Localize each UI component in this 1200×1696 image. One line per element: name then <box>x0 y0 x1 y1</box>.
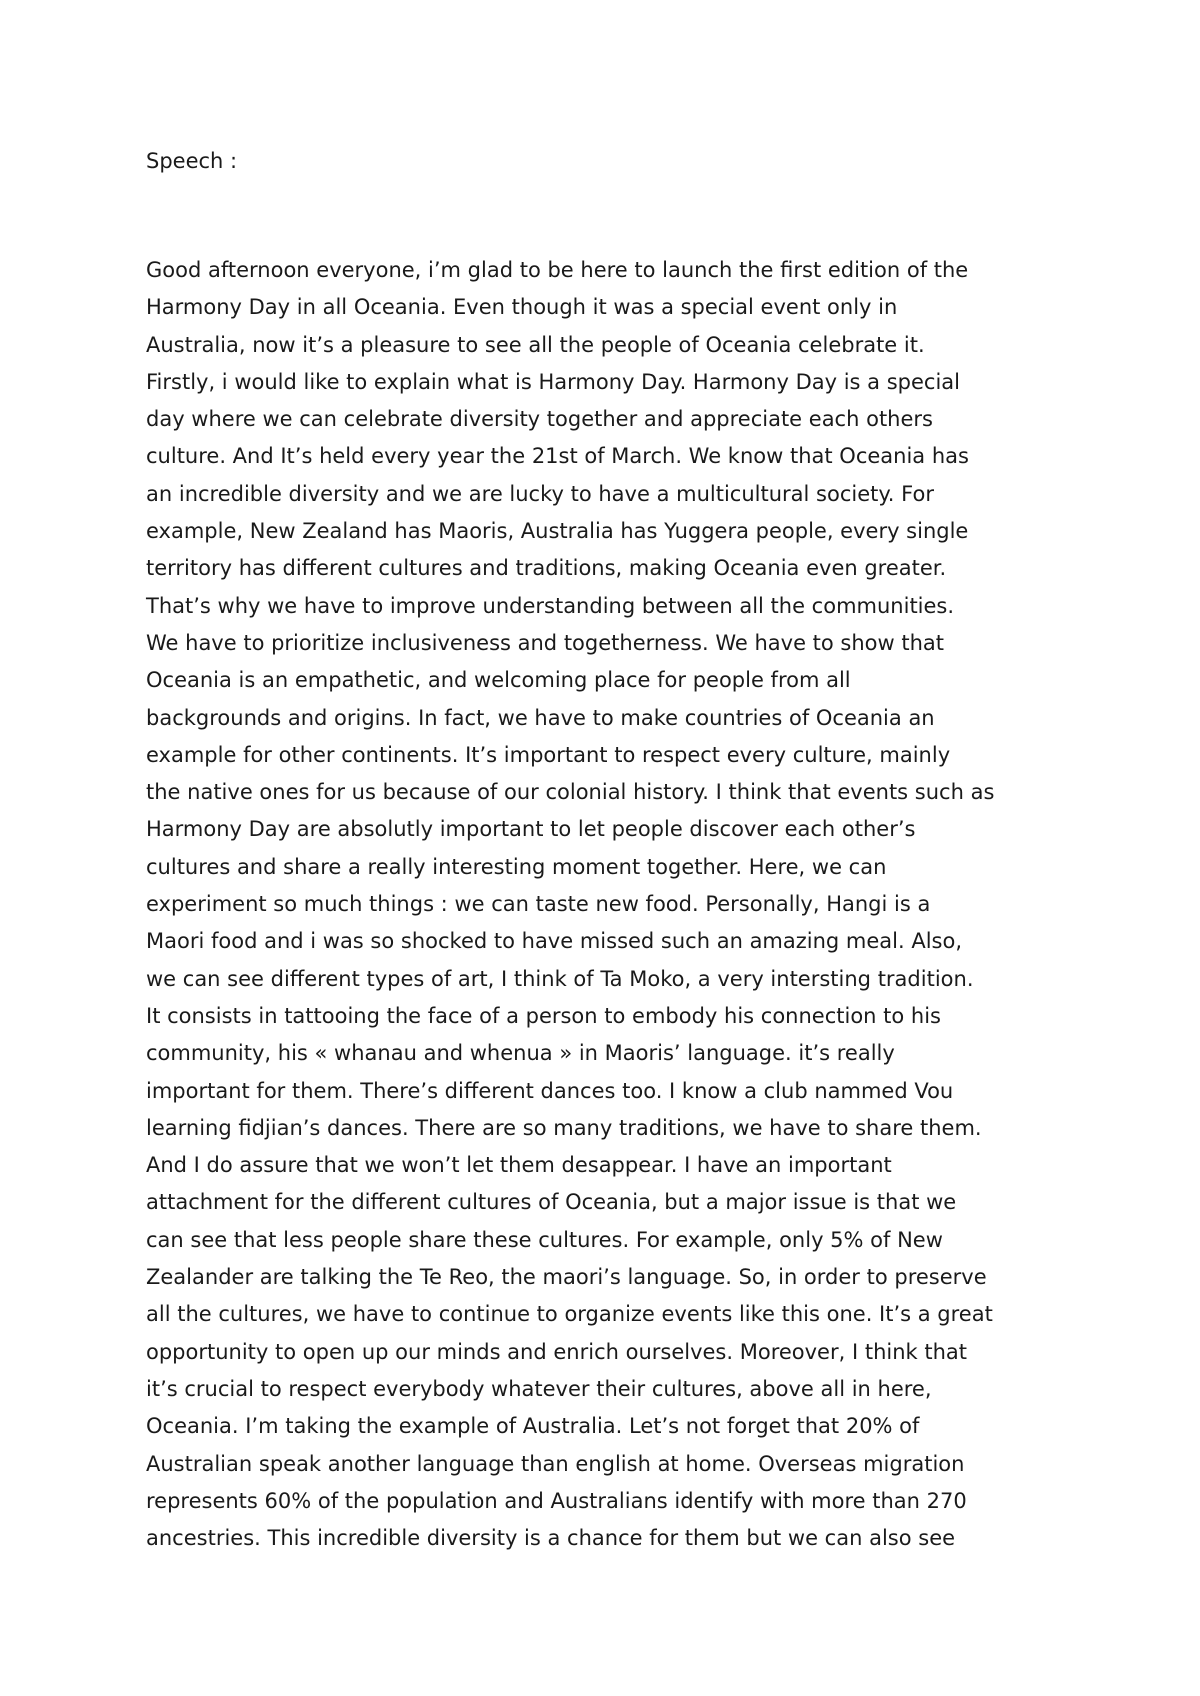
speech-line: Oceania. I’m taking the example of Australia. Let’s not forget that 20% of <box>146 1414 920 1439</box>
speech-line: Australian speak another language than english at home. Overseas migration <box>146 1451 965 1476</box>
speech-line: culture. And It’s held every year the 21st of March. We know that Oceania has <box>146 444 969 469</box>
speech-line: Oceania is an empathetic, and welcoming place for people from all <box>146 668 851 693</box>
speech-line: important for them. There’s different dances too. I know a club nammed Vou <box>146 1078 954 1103</box>
speech-line: It consists in tattooing the face of a person to embody his connection to his <box>146 1003 941 1028</box>
speech-line: learning fidjian’s dances. There are so many traditions, we have to share them. <box>146 1115 982 1140</box>
speech-line: can see that less people share these cultures. For example, only 5% of New <box>146 1227 943 1252</box>
speech-line: day where we can celebrate diversity together and appreciate each others <box>146 407 933 432</box>
speech-line: And I do assure that we won’t let them desappear. I have an important <box>146 1153 892 1178</box>
speech-line: backgrounds and origins. In fact, we have to make countries of Oceania an <box>146 705 935 730</box>
speech-line: example, New Zealand has Maoris, Australia has Yuggera people, every single <box>146 519 969 544</box>
speech-line: all the cultures, we have to continue to organize events like this one. It’s a great <box>146 1302 993 1327</box>
speech-line: Harmony Day in all Oceania. Even though it was a special event only in <box>146 295 898 320</box>
speech-line: opportunity to open up our minds and enrich ourselves. Moreover, I think that <box>146 1339 967 1364</box>
speech-line: it’s crucial to respect everybody whatever their cultures, above all in here, <box>146 1376 932 1401</box>
speech-line: the native ones for us because of our colonial history. I think that events such as <box>146 780 995 805</box>
speech-line: represents 60% of the population and Australians identify with more than 270 <box>146 1488 967 1513</box>
speech-line: Australia, now it’s a pleasure to see all the people of Oceania celebrate it. <box>146 332 925 357</box>
speech-line: Maori food and i was so shocked to have missed such an amazing meal. Also, <box>146 929 963 954</box>
speech-line: Harmony Day are absolutly important to let people discover each other’s <box>146 817 916 842</box>
speech-line: Good afternoon everyone, i’m glad to be here to launch the first edition of the <box>146 258 969 282</box>
speech-line: experiment so much things : we can taste new food. Personally, Hangi is a <box>146 892 931 917</box>
speech-line: ancestries. This incredible diversity is a chance for them but we can also see <box>146 1526 956 1551</box>
speech-line: Zealander are talking the Te Reo, the maori’s language. So, in order to preserve <box>146 1265 987 1290</box>
speech-line: That’s why we have to improve understanding between all the communities. <box>146 593 955 618</box>
speech-line: an incredible diversity and we are lucky to have a multicultural society. For <box>146 481 934 506</box>
speech-line: we can see different types of art, I think of Ta Moko, a very intersting tradition. <box>146 966 974 991</box>
speech-line: cultures and share a really interesting moment together. Here, we can <box>146 854 887 879</box>
speech-line: Firstly, i would like to explain what is Harmony Day. Harmony Day is a special <box>146 369 960 394</box>
speech-line: community, his « whanau and whenua » in Maoris’ language. it’s really <box>146 1041 895 1066</box>
speech-line: attachment for the different cultures of Oceania, but a major issue is that we <box>146 1190 957 1215</box>
speech-line: example for other continents. It’s important to respect every culture, mainly <box>146 742 951 767</box>
speech-line: territory has different cultures and traditions, making Oceania even greater. <box>146 556 947 581</box>
document-heading: Speech : <box>146 149 238 173</box>
speech-body <box>146 252 1086 1557</box>
speech-line: We have to prioritize inclusiveness and togetherness. We have to show that <box>146 630 945 655</box>
